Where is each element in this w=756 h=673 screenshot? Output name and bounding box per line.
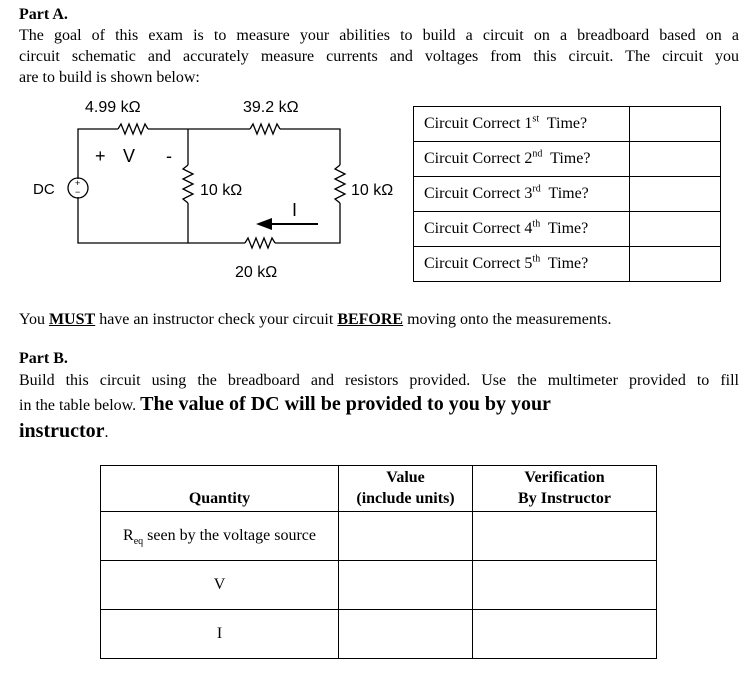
- check-row: [414, 177, 721, 212]
- before-emphasis: BEFORE: [337, 311, 404, 328]
- resistor-r2: [250, 124, 280, 134]
- current-label: I: [292, 200, 298, 220]
- check-row: [414, 212, 721, 247]
- quantity-cell: $R_{eq}$ seen by the voltage source: [101, 512, 339, 561]
- verification-cell[interactable]: [473, 512, 657, 561]
- check-time-cell[interactable]: [630, 142, 721, 177]
- measurement-row: [101, 512, 657, 561]
- measurement-rows: [101, 512, 657, 659]
- measurement-row: [101, 610, 657, 659]
- dc-source-label: DC: [33, 181, 55, 198]
- part-b-line-2-pre: in the table below.: [19, 397, 141, 414]
- v-minus-label: -: [166, 146, 172, 166]
- check-label: Circuit Correct 5th Time?: [414, 247, 630, 282]
- part-b-line-3-bold: instructor: [19, 420, 105, 442]
- check-row: [414, 142, 721, 177]
- dc-source-plus: +: [75, 178, 81, 188]
- resistor-r1: [118, 124, 148, 134]
- r5-label: 20 kΩ: [235, 264, 278, 281]
- check-time-cell[interactable]: [630, 247, 721, 282]
- check-time-cell[interactable]: [630, 212, 721, 247]
- part-a-line-1: The goal of this exam is to measure your abilities to build a circuit on a breadboard based on a: [19, 27, 739, 44]
- header-value: Value (include units): [339, 466, 473, 512]
- wire-bottom-left: [78, 197, 188, 243]
- resistor-r4: [335, 165, 345, 203]
- current-arrowhead-icon: [256, 218, 272, 230]
- circuit-check-rows: [414, 107, 721, 282]
- check-label: Circuit Correct 1st Time?: [414, 107, 630, 142]
- v-label: V: [123, 146, 136, 166]
- wire-top-right: [280, 129, 340, 165]
- measurement-row: [101, 561, 657, 610]
- check-time-cell[interactable]: [630, 107, 721, 142]
- header-quantity: Quantity: [101, 466, 339, 512]
- dc-source-minus: −: [75, 187, 81, 197]
- part-b-line-2-bold: The value of DC will be provided to you by your: [140, 393, 551, 415]
- check-label: Circuit Correct 3rd Time?: [414, 177, 630, 212]
- part-b-line-1: Build this circuit using the breadboard and resistors provided. Use the multimeter provided to fill: [19, 372, 739, 389]
- r3-label: 10 kΩ: [200, 182, 243, 199]
- value-cell[interactable]: [339, 561, 473, 610]
- resistor-r5: [245, 238, 275, 248]
- check-label: Circuit Correct 4th Time?: [414, 212, 630, 247]
- resistor-r3: [183, 165, 193, 203]
- value-cell[interactable]: [339, 610, 473, 659]
- value-cell[interactable]: [339, 512, 473, 561]
- part-a-line-3: are to build is shown below:: [19, 69, 200, 86]
- verification-cell[interactable]: [473, 561, 657, 610]
- r4-label: 10 kΩ: [351, 182, 394, 199]
- part-b-paragraph: Build this circuit using the breadboard and resistors provided. Use the multimeter provided to fill in the table below. The value of DC will be provided to you by your instructor.: [19, 372, 739, 442]
- r1-label: 4.99 kΩ: [85, 99, 141, 116]
- must-emphasis: MUST: [48, 311, 96, 328]
- instructor-check-note: You MUST have an instructor check your circuit BEFORE moving onto the measurements.: [19, 311, 612, 328]
- check-row: [414, 247, 721, 282]
- check-time-cell[interactable]: [630, 177, 721, 212]
- check-row: [414, 107, 721, 142]
- circuit-schematic: [0, 0, 420, 290]
- part-b-heading: Part B.: [19, 350, 68, 367]
- measurement-table: [100, 465, 657, 659]
- part-a-line-2: circuit schematic and accurately measure currents and voltages from this circuit. The circuit you: [19, 48, 739, 65]
- r2-label: 39.2 kΩ: [243, 99, 299, 116]
- quantity-cell: I: [101, 610, 339, 659]
- header-verification: Verification By Instructor: [473, 466, 657, 512]
- verification-cell[interactable]: [473, 610, 657, 659]
- circuit-check-table: [413, 106, 721, 282]
- v-plus-label: +: [95, 146, 106, 166]
- quantity-cell: V: [101, 561, 339, 610]
- check-label: Circuit Correct 2nd Time?: [414, 142, 630, 177]
- part-a-heading: Part A.: [19, 6, 68, 23]
